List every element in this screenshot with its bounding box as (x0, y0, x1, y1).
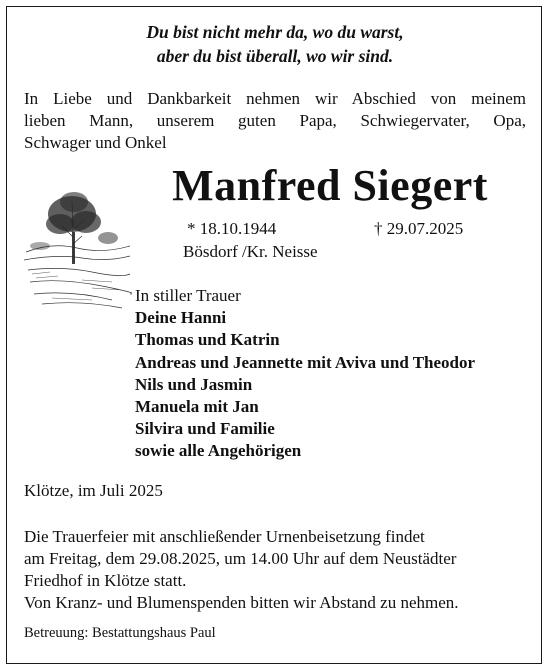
funeral-line-1: Die Trauerfeier mit anschließender Urnenbeisetzung findet (24, 527, 425, 546)
funeral-line-2: am Freitag, dem 29.08.2025, um 14.00 Uhr auf dem Neustädter (24, 549, 457, 568)
intro-line-3: Schwager und Onkel (24, 133, 167, 152)
funeral-home-credit: Betreuung: Bestattungshaus Paul (24, 625, 216, 641)
mourner-name: Deine Hanni (135, 308, 227, 328)
mourners-intro: In stiller Trauer (135, 286, 241, 305)
motto (0, 20, 550, 68)
funeral-line-4: Von Kranz- und Blumenspenden bitten wir Abstand zu nehmen. (24, 593, 459, 612)
death-date: † 29.07.2025 (374, 219, 464, 238)
intro-text (24, 88, 526, 154)
motto-line-2: aber du bist überall, wo wir sind. (156, 46, 394, 66)
motto-line-1: Du bist nicht mehr da, wo du warst, (146, 22, 404, 42)
tree-landscape-drawing-icon (22, 182, 132, 312)
mourner-name: Thomas und Katrin (135, 330, 280, 350)
mourner-name: Nils und Jasmin (135, 374, 253, 394)
intro-line-1: In Liebe und Dankbarkeit nehmen wir Abschied von meinem (24, 89, 526, 108)
mourner-name: Silvira und Familie (135, 419, 275, 439)
location-date: Klötze, im Juli 2025 (24, 481, 163, 500)
funeral-line-3: Friedhof in Klötze statt. (24, 571, 187, 590)
deceased-name: Manfred Siegert (172, 161, 488, 210)
birthplace: Bösdorf /Kr. Neisse (183, 242, 318, 261)
birth-date: * 18.10.1944 (187, 219, 277, 238)
mourner-name: sowie alle Angehörigen (135, 441, 302, 461)
mourners-list (135, 285, 475, 463)
mourner-name: Andreas und Jeannette mit Aviva und Theodor (135, 352, 476, 372)
funeral-details (24, 526, 459, 614)
intro-line-2: lieben Mann, unserem guten Papa, Schwiegervater, Opa, (24, 111, 526, 130)
mourner-name: Manuela mit Jan (135, 397, 259, 417)
